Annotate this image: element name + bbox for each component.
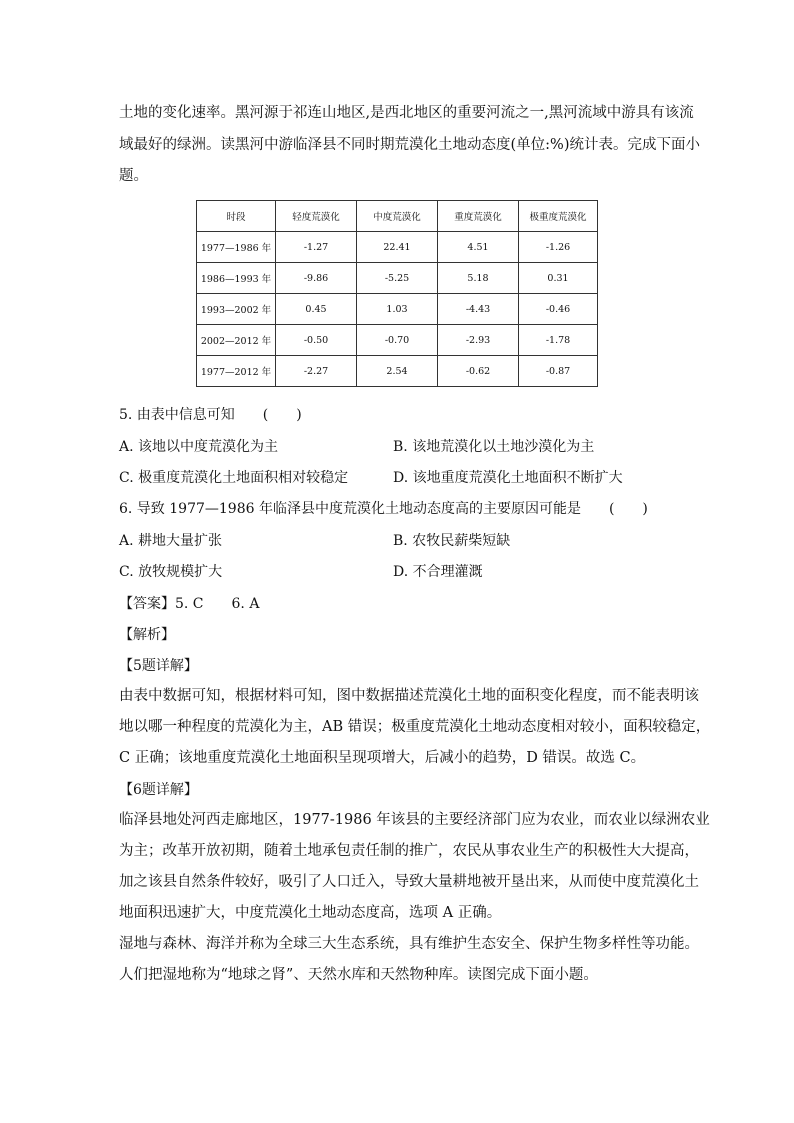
- q6-detail-line-4: 地面积迅速扩大，中度荒漠化土地动态度高，选项 A 正确。: [119, 905, 502, 921]
- table-cell: -0.46: [519, 294, 598, 325]
- q5-option-b: B. 该地荒漠化以土地沙漠化为主: [393, 439, 595, 455]
- q5-stem: 5. 由表中信息可知 ( ): [119, 407, 302, 423]
- q6-detail-line-1: 临泽县地处河西走廊地区，1977-1986 年该县的主要经济部门应为农业，而农业以绿洲农业: [119, 812, 710, 828]
- table-cell: -9.86: [276, 263, 357, 294]
- header-cell: 中度荒漠化: [357, 201, 438, 232]
- q5-option-a: A. 该地以中度荒漠化为主: [119, 439, 279, 455]
- q5-detail-line-3: C 正确；该地重度荒漠化土地面积呈现项增大，后减小的趋势，D 错误。故选 C。: [119, 750, 646, 766]
- q5-detail-line-2: 地以哪一种程度的荒漠化为主，AB 错误；极重度荒漠化土地动态度相对较小，面积较稳定，: [119, 719, 711, 735]
- table-cell: 1977—2012 年: [197, 356, 276, 387]
- q6-option-a: A. 耕地大量扩张: [119, 533, 223, 549]
- table-cell: -2.93: [438, 325, 519, 356]
- table-cell: -0.70: [357, 325, 438, 356]
- table-row: [197, 294, 598, 325]
- q6-detail-label: 【6题详解】: [119, 782, 198, 798]
- table-cell: 1993—2002 年: [197, 294, 276, 325]
- table-cell: -1.27: [276, 232, 357, 263]
- next-intro-line-2: 人们把湿地称为“地球之肾”、天然水库和天然物种库。读图完成下面小题。: [119, 967, 598, 983]
- table-header-row: [197, 201, 598, 232]
- table-cell: 1977—1986 年: [197, 232, 276, 263]
- q6-detail-line-2: 为主；改革开放初期，随着土地承包责任制的推广，农民从事农业生产的积极性大大提高，: [119, 843, 699, 859]
- table-row: [197, 263, 598, 294]
- answer-line: 【答案】5. C 6. A: [119, 596, 260, 612]
- table-cell: -0.62: [438, 356, 519, 387]
- table-cell: 22.41: [357, 232, 438, 263]
- table-cell: 5.18: [438, 263, 519, 294]
- table-cell: 1986—1993 年: [197, 263, 276, 294]
- table-cell: -4.43: [438, 294, 519, 325]
- header-cell: 极重度荒漠化: [519, 201, 598, 232]
- table-cell: 2002—2012 年: [197, 325, 276, 356]
- intro-line-3: 题。: [119, 168, 148, 184]
- q5-option-d: D. 该地重度荒漠化土地面积不断扩大: [393, 470, 623, 486]
- table-cell: 2.54: [357, 356, 438, 387]
- table-cell: 0.45: [276, 294, 357, 325]
- header-cell: 重度荒漠化: [438, 201, 519, 232]
- analysis-label: 【解析】: [119, 627, 175, 643]
- table-cell: 1.03: [357, 294, 438, 325]
- desertification-table: [196, 200, 598, 387]
- q6-option-b: B. 农牧民薪柴短缺: [393, 533, 511, 549]
- q5-detail-line-1: 由表中数据可知，根据材料可知，图中数据描述荒漠化土地的面积变化程度，而不能表明该: [119, 688, 699, 704]
- table-row: [197, 356, 598, 387]
- table-cell: -1.78: [519, 325, 598, 356]
- table-cell: -2.27: [276, 356, 357, 387]
- table-row: [197, 325, 598, 356]
- q6-option-c: C. 放牧规模扩大: [119, 564, 223, 580]
- header-cell: 轻度荒漠化: [276, 201, 357, 232]
- table-cell: -0.50: [276, 325, 357, 356]
- q6-stem: 6. 导致 1977—1986 年临泽县中度荒漠化土地动态度高的主要原因可能是 ( ): [119, 501, 648, 517]
- q6-option-d: D. 不合理灌溉: [393, 564, 483, 580]
- table-cell: -1.26: [519, 232, 598, 263]
- intro-line-2: 域最好的绿洲。读黑河中游临泽县不同时期荒漠化土地动态度(单位:%)统计表。完成下面小: [119, 137, 700, 153]
- table-cell: -5.25: [357, 263, 438, 294]
- table-cell: -0.87: [519, 356, 598, 387]
- q5-detail-label: 【5题详解】: [119, 658, 198, 674]
- q5-option-c: C. 极重度荒漠化土地面积相对较稳定: [119, 470, 349, 486]
- table-cell: 0.31: [519, 263, 598, 294]
- header-cell: 时段: [197, 201, 276, 232]
- intro-line-1: 土地的变化速率。黑河源于祁连山地区,是西北地区的重要河流之一,黑河流域中游具有该流: [119, 105, 694, 121]
- table-cell: 4.51: [438, 232, 519, 263]
- next-intro-line-1: 湿地与森林、海洋并称为全球三大生态系统，具有维护生态安全、保护生物多样性等功能。: [119, 936, 699, 952]
- table-row: [197, 232, 598, 263]
- q6-detail-line-3: 加之该县自然条件较好，吸引了人口迁入，导致大量耕地被开垦出来，从而使中度荒漠化土: [119, 874, 699, 890]
